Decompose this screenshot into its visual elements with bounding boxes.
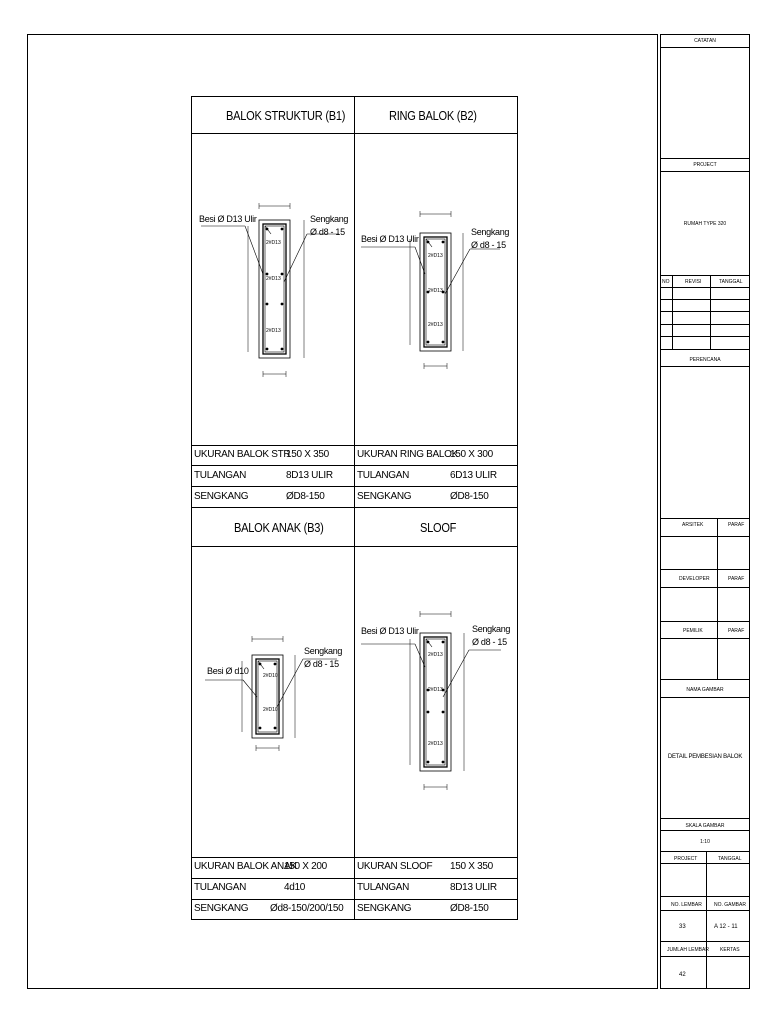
sloof-rebar-label: Besi Ø D13 Ulir	[361, 626, 419, 636]
kertas-label: KERTAS	[720, 947, 740, 953]
b2-stirrup-label: Sengkang	[471, 227, 510, 237]
b3-spec-value-2: Ød8-150/200/150	[270, 903, 344, 914]
b1-title: BALOK STRUKTUR (B1)	[226, 108, 346, 123]
sloof-spec-label-1: TULANGAN	[357, 882, 410, 893]
sloof-spec-value-0: 150 X 350	[450, 861, 493, 872]
b1-section-drawing	[191, 134, 354, 444]
b2-rebar-label: Besi Ø D13 Ulir	[361, 234, 419, 244]
tanggal2-label: TANGGAL	[718, 856, 742, 862]
jumlah-lembar-label: JUMLAH LEMBAR	[667, 947, 709, 953]
sloof-spec-value-2: ØD8-150	[450, 903, 489, 914]
b3-spec-label-1: TULANGAN	[194, 882, 247, 893]
arsitek-label: ARSITEK	[682, 522, 704, 528]
sloof-bar-mid: 2#D13	[428, 687, 443, 693]
developer-label: DEVELOPER	[679, 576, 710, 582]
sloof-section-drawing	[355, 547, 518, 857]
b2-title: RING BALOK (B2)	[389, 108, 477, 123]
b1-bar-bot: 2#D13	[266, 328, 281, 334]
b2-spec-label-1: TULANGAN	[357, 470, 410, 481]
b1-spec-value-0: 150 X 350	[286, 449, 329, 460]
no-gambar-value: A 12 - 11	[714, 924, 738, 930]
revisi-label: REVISI	[685, 279, 702, 285]
project2-label: PROJECT	[674, 856, 698, 862]
b2-stirrup-spec: Ø d8 - 15	[471, 240, 506, 250]
b3-stirrup-spec: Ø d8 - 15	[304, 659, 339, 669]
b3-spec-label-0: UKURAN BALOK ANAK	[194, 861, 297, 872]
b3-rebar-label: Besi Ø d10	[207, 666, 249, 676]
b3-stirrup-label: Sengkang	[304, 646, 343, 656]
pemilik-label: PEMILIK	[683, 628, 703, 634]
b2-bar-mid: 2#D13	[428, 288, 443, 294]
b3-spec-label-2: SENGKANG	[194, 903, 249, 914]
b2-bar-bot: 2#D13	[428, 322, 443, 328]
sloof-stirrup-spec: Ø d8 - 15	[472, 637, 507, 647]
revisi-tanggal-label: TANGGAL	[719, 279, 743, 285]
revisi-no-label: NO	[662, 279, 670, 285]
sloof-title: SLOOF	[420, 520, 457, 535]
b1-bar-top: 2#D13	[266, 240, 281, 246]
sloof-stirrup-label: Sengkang	[472, 624, 511, 634]
b3-title: BALOK ANAK (B3)	[234, 520, 324, 535]
b1-stirrup-spec: Ø d8 - 15	[310, 227, 345, 237]
b3-bar-top: 2#D10	[263, 673, 278, 679]
b3-spec-value-1: 4d10	[284, 882, 306, 893]
project-header: PROJECT	[693, 162, 717, 168]
jumlah-lembar-value: 42	[679, 972, 686, 978]
nama-gambar-label: NAMA GAMBAR	[686, 687, 724, 693]
b3-spec-value-0: 150 X 200	[284, 861, 327, 872]
b1-spec-label-1: TULANGAN	[194, 470, 247, 481]
b1-spec-label-0: UKURAN BALOK STR	[194, 449, 291, 460]
drawing-name: DETAIL PEMBESIAN BALOK	[667, 754, 743, 760]
perencana-label: PERENCANA	[689, 357, 721, 363]
b2-spec-value-0: 150 X 300	[450, 449, 493, 460]
no-lembar-label: NO. LEMBAR	[671, 902, 702, 908]
project-name: RUMAH TYPE 320	[683, 221, 727, 227]
b2-bar-top: 2#D13	[428, 253, 443, 259]
sloof-spec-value-1: 8D13 ULIR	[450, 882, 497, 893]
arsitek-paraf-label: PARAF	[728, 522, 745, 528]
b2-spec-value-1: 6D13 ULIR	[450, 470, 497, 481]
b2-spec-label-2: SENGKANG	[357, 491, 412, 502]
catatan-label: CATATAN	[694, 38, 716, 44]
no-gambar-label: NO. GAMBAR	[714, 902, 746, 908]
sloof-bar-top: 2#D13	[428, 652, 443, 658]
b3-bar-bot: 2#D10	[263, 707, 278, 713]
b3-section-drawing	[191, 547, 354, 857]
sloof-spec-label-0: UKURAN SLOOF	[357, 861, 433, 872]
b1-rebar-label: Besi Ø D13 Ulir	[199, 214, 257, 224]
b1-spec-value-1: 8D13 ULIR	[286, 470, 333, 481]
no-lembar-value: 33	[679, 924, 686, 930]
sloof-bar-bot: 2#D13	[428, 741, 443, 747]
b1-spec-value-2: ØD8-150	[286, 491, 325, 502]
pemilik-paraf-label: PARAF	[728, 628, 745, 634]
b1-stirrup-label: Sengkang	[310, 214, 349, 224]
b2-spec-label-0: UKURAN RING BALOK	[357, 449, 459, 460]
title-block	[660, 34, 750, 989]
skala-value: 1:10	[700, 839, 710, 845]
b1-spec-label-2: SENGKANG	[194, 491, 249, 502]
b2-spec-value-2: ØD8-150	[450, 491, 489, 502]
b1-bar-mid: 2#D13	[266, 276, 281, 282]
sloof-spec-label-2: SENGKANG	[357, 903, 412, 914]
developer-paraf-label: PARAF	[728, 576, 745, 582]
skala-gambar-label: SKALA GAMBAR	[685, 823, 725, 829]
